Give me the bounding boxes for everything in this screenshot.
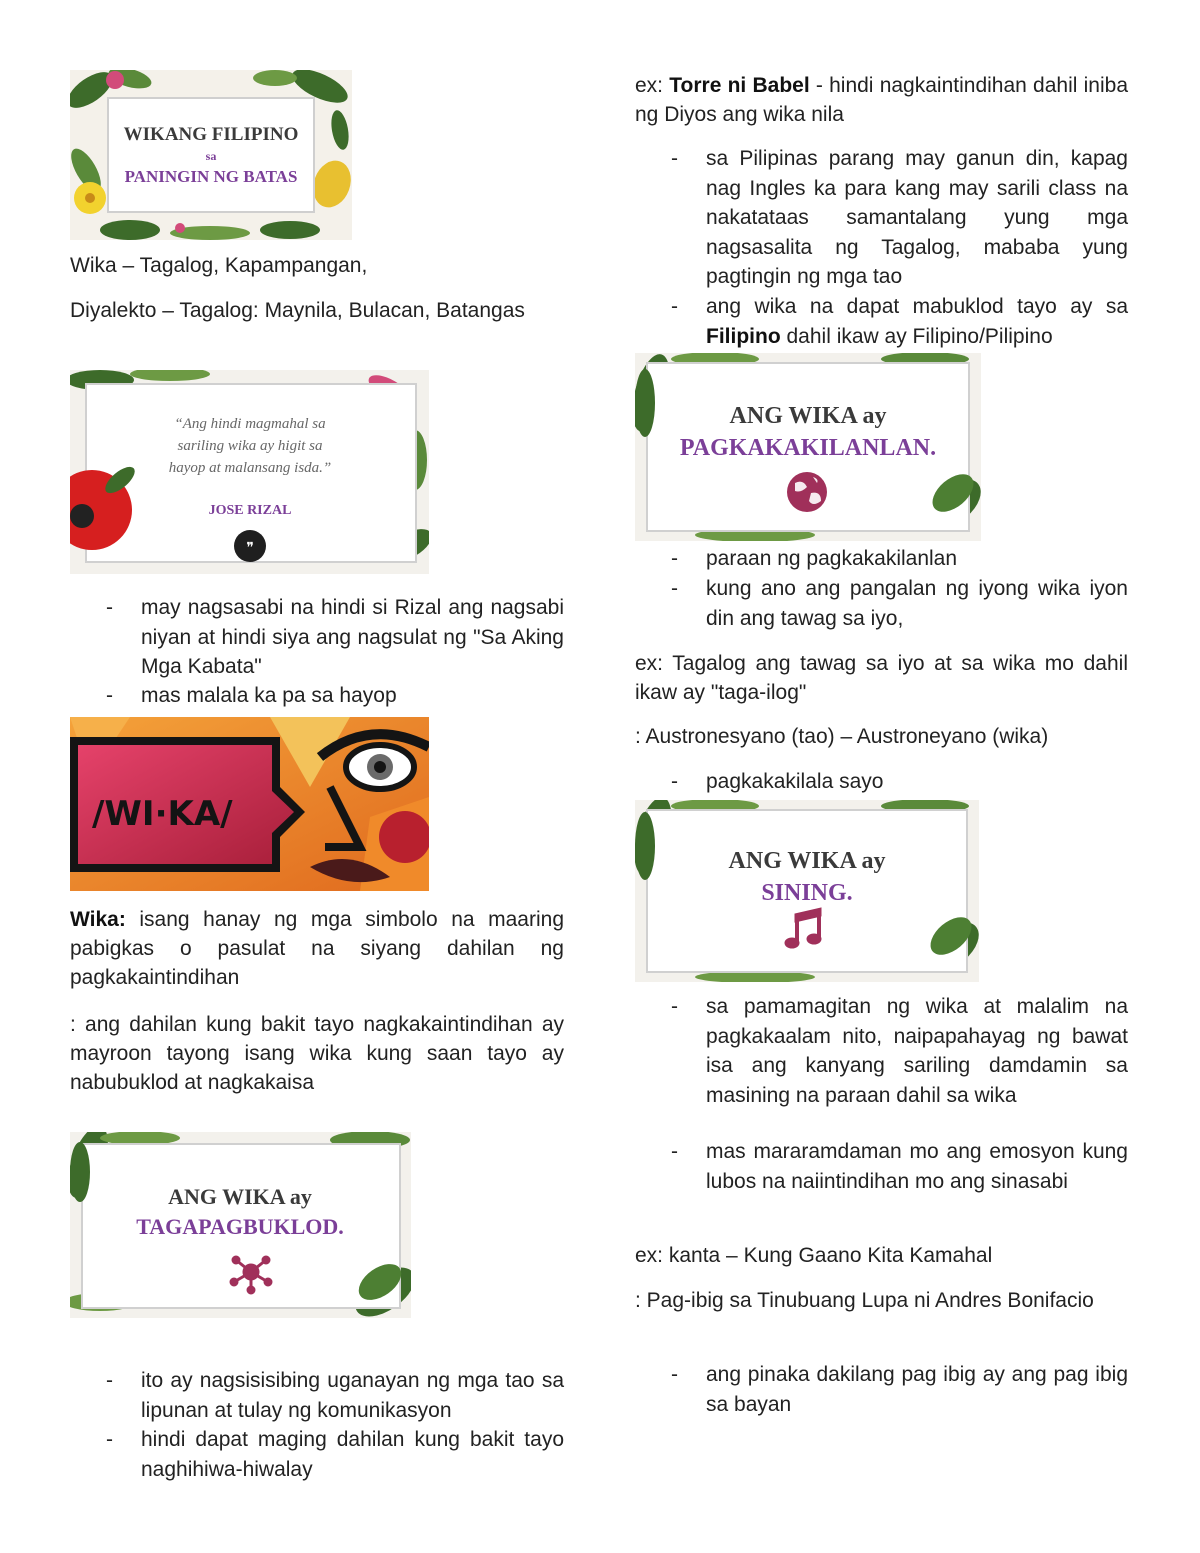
paragraph-dahilan: : ang dahilan kung bakit tayo nagkakaintindihan ay mayroon tayong isang wika kung saan tayo ay nabubuklod at nagkakaisa [70, 1013, 564, 1094]
bullet-pamamagitan: sa pamamagitan ng wika at malalim na pagkakaalam nito, naipapahayag ng bawat isa ang kanyang sariling damdamin sa masining na paraan dahil sa wika [706, 995, 1128, 1107]
list-item: - paraan ng pagkakakilanlan [635, 544, 1128, 574]
paragraph-pag-ibig: : Pag-ibig sa Tinubuang Lupa ni Andres Bonifacio [635, 1289, 1094, 1312]
banner1-line1: WIKANG FILIPINO [123, 124, 299, 145]
bullet-filipino [706, 292, 1128, 351]
card-sining [635, 800, 979, 982]
list-item: - ito ay nagsisisibing uganayan ng mga tao sa lipunan at tulay ng komunikasyon [70, 1366, 564, 1426]
quote-card-rizal [70, 370, 429, 574]
definition-label: Wika: [70, 908, 126, 931]
paragraph-ex-tagalog: ex: Tagalog ang tawag sa iyo at sa wika mo dahil ikaw ay "taga-ilog" [635, 652, 1128, 704]
bullet-pangalan: kung ano ang pangalan ng iyong wika iyon din ang tawag sa iyo, [706, 577, 1128, 630]
list-item: - mas malala ka pa sa hayop [70, 681, 564, 711]
quote-line-3: hayop at malansang isda.” [168, 460, 332, 476]
list-item: - kung ano ang pangalan ng iyong wika iyon din ang tawag sa iyo, [635, 574, 1128, 634]
list-item: - ang wika na dapat mabuklod tayo ay sa Filipino dahil ikaw ay Filipino/Pilipino [635, 292, 1128, 352]
list-item: - sa Pilipinas parang may ganun din, kapag nag Ingles ka para kang may sarili class na nakatataas samantalang yung mga nagsasalita ng Tagalog, mababa yung pagtingin ng mga tao [635, 144, 1128, 294]
paragraph-austronesyano: : Austronesyano (tao) – Austroneyano (wika) [635, 725, 1049, 748]
paragraph-definition [70, 905, 564, 992]
wika-banner-text: /WI·KA/ [92, 794, 233, 834]
ex-label: ex: [635, 74, 670, 97]
banner-wikang-filipino [70, 70, 352, 240]
list-item: - pagkakakilala sayo [635, 767, 1128, 797]
paragraph-ex-kanta: ex: kanta – Kung Gaano Kita Kamahal [635, 1244, 993, 1267]
ex-rest: - hindi nagkaintindihan dahil iniba ng Diyos ang wika nila [635, 74, 1128, 126]
bullet-filipino-bold: Filipino [706, 324, 781, 348]
bullet-filipino-pre: ang wika na dapat mabuklod tayo ay sa [706, 295, 1128, 318]
bullet-pagkakakilala: pagkakakilala sayo [706, 770, 884, 793]
list-item: - sa pamamagitan ng wika at malalim na pagkakaalam nito, naipapahayag ng bawat isa ang kanyang sariling damdamin sa masining na paraan dahil sa wika [635, 992, 1128, 1142]
paragraph-diyalekto [70, 296, 564, 325]
tagapagbuklod-line1: ANG WIKA ay [168, 1184, 312, 1209]
wika-banner-image [70, 717, 429, 891]
pagkakakilanlan-line2: PAGKAKAKILANLAN. [679, 435, 937, 461]
paragraph-wika: Wika – Tagalog, Kapampangan, [70, 254, 368, 277]
ex-bold: Torre ni Babel [669, 74, 810, 97]
bullet-dakilang-pag-ibig: ang pinaka dakilang pag ibig ay ang pag ibig sa bayan [706, 1363, 1128, 1416]
banner1-line3: PANINGIN NG BATAS [124, 167, 298, 186]
bullet-pilipinas: sa Pilipinas parang may ganun din, kapag nag Ingles ka para kang may sarili class na nakatataas samantalang yung mga nagsasalita ng Tagalog, mababa yung pagtingin ng mga tao [706, 147, 1128, 288]
list-item: - hindi dapat maging dahilan kung bakit tayo naghihiwa-hiwalay [70, 1425, 564, 1485]
sining-line1: ANG WIKA ay [728, 848, 886, 874]
quote-author: JOSE RIZAL [208, 503, 292, 518]
list-item: - may nagsasabi na hindi si Rizal ang nagsabi niyan at hindi siya ang nagsulat ng "Sa Aking Mga Kabata" [70, 593, 564, 683]
sining-line2: SINING. [761, 880, 853, 906]
diyalekto-text: Diyalekto – Tagalog: Maynila, Bulacan, Batangas [70, 299, 525, 322]
bullet-hayop: mas malala ka pa sa hayop [141, 684, 397, 707]
quote-mark: ❞ [246, 540, 254, 556]
card-pagkakakilanlan [635, 353, 981, 541]
bullet-filipino-post: dahil ikaw ay Filipino/Pilipino [780, 324, 1053, 348]
bullet-paraan: paraan ng pagkakakilanlan [706, 547, 958, 570]
pagkakakilanlan-line1: ANG WIKA ay [729, 403, 887, 429]
bullet-emosyon: mas mararamdaman mo ang emosyon kung lubos na naiintindihan mo ang sinasabi [706, 1140, 1128, 1193]
quote-line-1: “Ang hindi magmahal sa [174, 416, 326, 432]
paragraph-torre-ni-babel [635, 71, 1128, 129]
card-tagapagbuklod [70, 1132, 411, 1318]
quote-line-2: sariling wika ay higit sa [177, 438, 323, 454]
tagapagbuklod-line2: TAGAPAGBUKLOD. [136, 1214, 344, 1239]
bullet-uganayan: ito ay nagsisisibing uganayan ng mga tao sa lipunan at tulay ng komunikasyon [141, 1369, 564, 1422]
banner1-line2: sa [205, 149, 217, 163]
definition-text: isang hanay ng mga simbolo na maaring pabigkas o pasulat na siyang dahilan ng pagkakaintindihan [70, 908, 564, 989]
list-item: - ang pinaka dakilang pag ibig ay ang pag ibig sa bayan [635, 1360, 1128, 1420]
bullet-naghihiwalay: hindi dapat maging dahilan kung bakit tayo naghihiwa-hiwalay [141, 1428, 564, 1481]
bullet-rizal: may nagsasabi na hindi si Rizal ang nagsabi niyan at hindi siya ang nagsulat ng "Sa Aking Mga Kabata" [141, 596, 564, 678]
globe-icon [787, 472, 827, 512]
list-item: - mas mararamdaman mo ang emosyon kung lubos na naiintindihan mo ang sinasabi [635, 1137, 1128, 1227]
